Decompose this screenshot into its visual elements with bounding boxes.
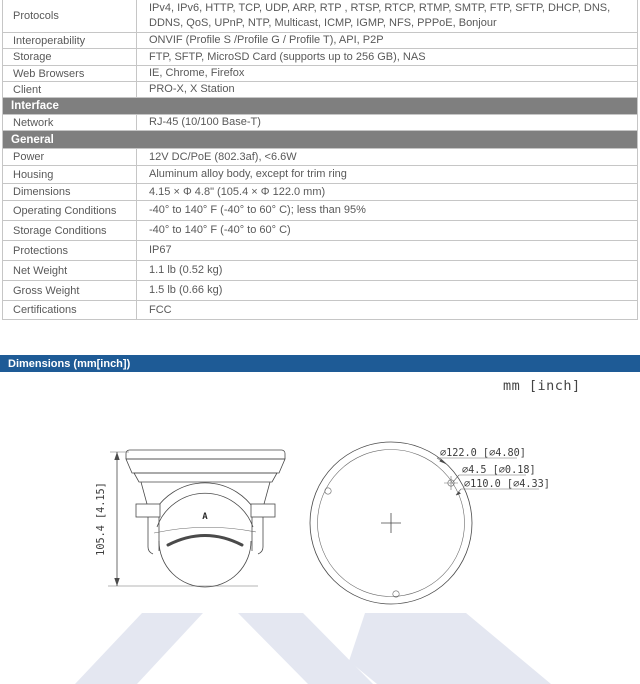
- watermark-logo: [75, 613, 551, 684]
- spec-value: IE, Chrome, Firefox: [149, 67, 245, 79]
- bolt-circle-label: ⌀110.0 [⌀4.33]: [464, 479, 550, 490]
- spec-value: 1.5 lb (0.66 kg): [149, 284, 223, 296]
- spec-row: [3, 149, 637, 166]
- dimensions-section-title: Dimensions (mm[inch]): [8, 357, 131, 370]
- spec-value: IPv4, IPv6, HTTP, TCP, UDP, ARP, RTP , RTSP, RTCP, RTMP, SMTP, FTP, SFTP, DHCP, DNS, DDNS, QoS, UPnP, NTP, Multicast, ICMP, IGMP, NFS, PPPoE, Bonjour: [149, 2, 611, 29]
- section-header-row: General: [3, 131, 637, 149]
- spec-row: [3, 0, 637, 33]
- spec-label: Protections: [3, 241, 137, 260]
- lens-mark-label: A: [202, 512, 208, 522]
- spec-value: ONVIF (Profile S /Profile G / Profile T), API, P2P: [149, 34, 384, 46]
- spec-row: [3, 241, 637, 261]
- spec-value: 12V DC/PoE (802.3af), <6.6W: [149, 150, 297, 163]
- specification-table: [2, 0, 638, 320]
- section-header-row: Interface: [3, 98, 637, 115]
- spec-value: FCC: [149, 303, 172, 316]
- spec-row: [3, 115, 637, 131]
- spec-value: -40° to 140° F (-40° to 60° C); less than 95%: [149, 204, 366, 216]
- spec-row: [3, 261, 637, 281]
- spec-value: IP67: [149, 244, 172, 256]
- spec-row: [3, 166, 637, 184]
- spec-label: Operating Conditions: [3, 201, 137, 220]
- spec-value: -40° to 140° F (-40° to 60° C): [149, 224, 291, 236]
- spec-value: Aluminum alloy body, except for trim ring: [149, 168, 347, 180]
- spec-value: 4.15 × Φ 4.8" (105.4 × Φ 122.0 mm): [149, 185, 326, 198]
- spec-label: Interoperability: [3, 33, 137, 48]
- spec-row: [3, 82, 637, 98]
- spec-label: Storage Conditions: [3, 221, 137, 240]
- spec-label: Power: [3, 149, 137, 165]
- hole-diameter-label: ⌀4.5 [⌀0.18]: [462, 465, 536, 476]
- spec-label: Protocols: [3, 0, 137, 32]
- spec-row: [3, 66, 637, 82]
- spec-row: [3, 281, 637, 301]
- spec-label: Net Weight: [3, 261, 137, 280]
- spec-row: [3, 184, 637, 201]
- dimensions-section-header: [0, 355, 640, 372]
- spec-row: [3, 221, 637, 241]
- spec-row: [3, 33, 637, 49]
- spec-value: RJ-45 (10/100 Base-T): [149, 116, 261, 128]
- spec-label: Network: [3, 115, 137, 130]
- spec-label: Housing: [3, 166, 137, 183]
- spec-label: Dimensions: [3, 184, 137, 200]
- center-mark: [381, 513, 401, 533]
- screw-hole: [325, 488, 331, 494]
- spec-row: [3, 201, 637, 221]
- spec-value: 1.1 lb (0.52 kg): [149, 264, 223, 276]
- turret-camera-outline: [126, 450, 285, 587]
- side-view-drawing: [96, 450, 285, 587]
- spec-label: Certifications: [3, 301, 137, 319]
- spec-row: [3, 301, 637, 319]
- height-dimension-label: 105.4 [4.15]: [96, 482, 107, 556]
- outer-diameter-label: ⌀122.0 [⌀4.80]: [440, 448, 526, 459]
- spec-label: Web Browsers: [3, 66, 137, 81]
- units-note: mm [inch]: [503, 378, 581, 394]
- spec-label: Client: [3, 82, 137, 97]
- dimension-drawings: [0, 400, 640, 684]
- spec-row: [3, 49, 637, 66]
- bottom-view-drawing: [310, 442, 550, 604]
- spec-value: FTP, SFTP, MicroSD Card (supports up to 256 GB), NAS: [149, 50, 426, 63]
- spec-label: Storage: [3, 49, 137, 65]
- spec-value: PRO-X, X Station: [149, 83, 235, 95]
- spec-label: Gross Weight: [3, 281, 137, 300]
